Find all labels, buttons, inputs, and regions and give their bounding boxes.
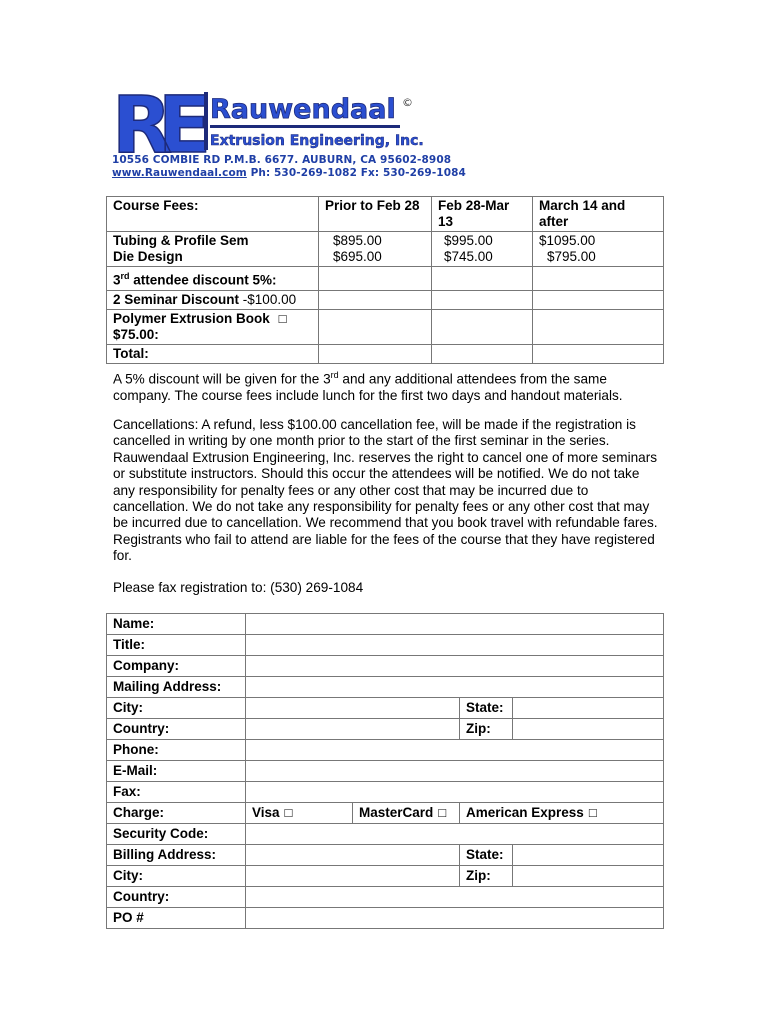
email-field[interactable] [246,761,664,782]
billing-state-label: State: [460,845,513,866]
security-code-field[interactable] [246,824,664,845]
fax-label: Fax: [107,782,246,803]
title-field[interactable] [246,635,664,656]
copyright-mark: © [402,96,413,109]
fees-header-row [107,197,664,232]
form-row-name [107,614,664,635]
book-label: Polymer Extrusion Book □ $75.00: [107,309,319,344]
fees-row-tubing-die [107,232,664,267]
charge-label: Charge: [107,803,246,824]
billing-zip-field[interactable] [513,866,664,887]
fees-header-col3 [533,197,664,232]
logo-underline [210,125,400,128]
die-col3: $795.00 [547,249,596,264]
name-field[interactable] [246,614,664,635]
company-name: Rauwendaal [210,94,396,125]
form-row-billing-city [107,866,664,887]
fees-col1-values [319,232,432,267]
company-logo [112,78,452,160]
visa-checkbox[interactable]: □ [284,805,293,820]
po-label: PO # [107,908,246,929]
phone-fax: Ph: 530-269-1082 Fx: 530-269-1084 [250,167,466,179]
mailing-address-field[interactable] [246,677,664,698]
form-row-charge [107,803,664,824]
city-label: City: [107,698,246,719]
fees-col2-values [432,232,533,267]
course-fees-table [106,196,664,364]
billing-city-label: City: [107,866,246,887]
form-row-email [107,761,664,782]
fees-header-col3-line2: after [539,214,569,229]
form-row-company [107,656,664,677]
form-row-fax [107,782,664,803]
fees-header-col2-line2: 13 [438,214,454,229]
fees-row-third-attendee [107,267,664,291]
mastercard-checkbox[interactable]: □ [438,805,447,820]
tubing-col1: $895.00 [333,233,382,248]
billing-city-field[interactable] [246,866,460,887]
fees-row-book [107,309,664,344]
fees-col3-values [533,232,664,267]
billing-zip-label: Zip: [460,866,513,887]
phone-field[interactable] [246,740,664,761]
mailing-address-label: Mailing Address: [107,677,246,698]
book-checkbox[interactable]: □ [278,310,287,326]
form-row-phone [107,740,664,761]
cancellation-paragraph: Cancellations: A refund, less $100.00 cancellation fee, will be made if the registration is cancelled in writing by one month prior to the start of the first seminar in the series. Rauwendaal Extrusion Engineering, Inc. reserves the right to cancel one of more seminars or substitute instructors. Should this occur the attendees will be notified. We do not take any responsibility for penalty fees or any other cost that may be incurred due to cancellation. We do not take any responsibility for penalty fees or any other cost that may be incurred due to cancellation. We recommend that you book travel with refundable fares. Registrants who fail to attend are liable for the fees of the course that they have registered for. [113,417,658,564]
billing-state-field[interactable] [513,845,664,866]
form-row-title [107,635,664,656]
tubing-col2: $995.00 [444,233,493,248]
phone-label: Phone: [107,740,246,761]
course-die: Die Design [113,249,183,264]
registration-form [106,613,664,929]
zip-label: Zip: [460,719,513,740]
billing-address-field[interactable] [246,845,460,866]
city-field[interactable] [246,698,460,719]
fees-header-col3-line1: March 14 and [539,198,626,213]
fees-header-label: Course Fees: [107,197,319,232]
contact-line [112,167,466,180]
fees-header-col2-line1: Feb 28-Mar [438,198,510,213]
security-code-label: Security Code: [107,824,246,845]
email-label: E-Mail: [107,761,246,782]
form-row-mailing [107,677,664,698]
company-address [112,154,466,180]
state-field[interactable] [513,698,664,719]
title-label: Title: [107,635,246,656]
billing-country-field[interactable] [246,887,664,908]
billing-address-label: Billing Address: [107,845,246,866]
fax-instruction: Please fax registration to: (530) 269-1084 [113,580,364,595]
company-label: Company: [107,656,246,677]
course-tubing: Tubing & Profile Sem [113,233,249,248]
country-label: Country: [107,719,246,740]
amex-checkbox[interactable]: □ [588,805,597,820]
visa-option[interactable]: Visa □ [246,803,353,824]
name-label: Name: [107,614,246,635]
two-seminar-label: 2 Seminar Discount -$100.00 [107,290,319,309]
tubing-col3: $1095.00 [539,233,596,248]
form-row-billing [107,845,664,866]
po-field[interactable] [246,908,664,929]
state-label: State: [460,698,513,719]
billing-country-label: Country: [107,887,246,908]
die-col2: $745.00 [444,249,493,264]
fees-course-labels [107,232,319,267]
form-row-po [107,908,664,929]
form-row-billing-country [107,887,664,908]
logo-bar [204,92,208,150]
country-field[interactable] [246,719,460,740]
form-row-city [107,698,664,719]
fax-field[interactable] [246,782,664,803]
logo-letters: RE [112,81,198,160]
website-link[interactable]: www.Rauwendaal.com [112,167,247,179]
discount-paragraph: A 5% discount will be given for the 3rd and any additional attendees from the same company. The course fees include lunch for the first two days and handout materials. [113,370,623,403]
mastercard-option[interactable]: MasterCard □ [353,803,460,824]
fees-header-col1: Prior to Feb 28 [319,197,432,232]
third-attendee-label: 3rd attendee discount 5%: [107,267,319,291]
total-label: Total: [107,344,319,363]
die-col1: $695.00 [333,249,382,264]
fees-row-two-seminar [107,290,664,309]
company-field[interactable] [246,656,664,677]
fees-row-total [107,344,664,363]
amex-option[interactable]: American Express □ [460,803,664,824]
form-row-security [107,824,664,845]
company-subtitle: Extrusion Engineering, Inc. [210,133,424,149]
address-line: 10556 COMBIE RD P.M.B. 6677. AUBURN, CA 95602-8908 [112,154,452,166]
zip-field[interactable] [513,719,664,740]
fees-header-col2 [432,197,533,232]
form-row-country [107,719,664,740]
